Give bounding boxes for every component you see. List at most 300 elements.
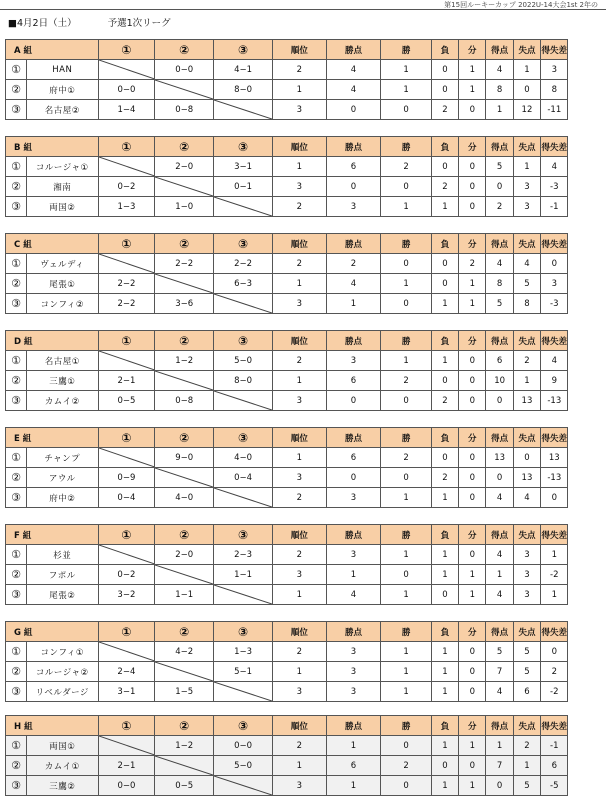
stat-gf: 8 — [486, 274, 513, 294]
column-header-m2: ② — [155, 137, 214, 157]
column-header-gd: 得失差 — [541, 716, 568, 736]
stat-win: 1 — [381, 80, 431, 100]
table-row — [6, 254, 598, 274]
stat-pts: 3 — [326, 662, 381, 682]
table-row — [6, 351, 598, 371]
match-score: 5−0 — [214, 351, 273, 371]
stat-draw: 0 — [459, 100, 486, 120]
table-row — [6, 274, 598, 294]
match-score: 0−4 — [214, 468, 273, 488]
column-header-draw: 分 — [459, 331, 486, 351]
column-header-m1: ① — [98, 331, 155, 351]
stat-draw: 0 — [459, 682, 486, 702]
stat-loss: 1 — [431, 488, 458, 508]
stat-ga: 3 — [513, 545, 540, 565]
stat-win: 1 — [381, 682, 431, 702]
stat-gd: 2 — [541, 662, 568, 682]
stat-win: 1 — [381, 585, 431, 605]
column-header-loss: 負 — [431, 331, 458, 351]
stat-win: 0 — [381, 565, 431, 585]
match-score: 5−0 — [214, 756, 273, 776]
column-header-loss: 負 — [431, 234, 458, 254]
diagonal-slash — [214, 294, 272, 313]
column-header-rank: 順位 — [273, 428, 327, 448]
match-score: 0−0 — [214, 736, 273, 756]
stat-loss: 2 — [431, 391, 458, 411]
column-header-draw: 分 — [459, 137, 486, 157]
table-row — [6, 391, 598, 411]
stat-win: 0 — [381, 294, 431, 314]
column-header-m3: ③ — [214, 716, 273, 736]
team-name: カムイ① — [27, 756, 99, 776]
team-number: ② — [6, 756, 27, 776]
stat-loss: 0 — [431, 585, 458, 605]
diagonal-slash — [155, 371, 213, 390]
group-name: G 組 — [6, 622, 99, 642]
stat-rank: 2 — [273, 488, 327, 508]
stat-draw: 1 — [459, 60, 486, 80]
stat-rank: 2 — [273, 254, 327, 274]
stat-rank: 2 — [273, 351, 327, 371]
column-header-m2: ② — [155, 40, 214, 60]
column-header-draw: 分 — [459, 716, 486, 736]
stat-loss: 0 — [431, 274, 458, 294]
team-name: 三鷹① — [27, 371, 99, 391]
stat-gd: -3 — [541, 294, 568, 314]
stat-gf: 10 — [486, 371, 513, 391]
stat-ga: 13 — [513, 468, 540, 488]
match-score: 0−4 — [98, 488, 155, 508]
match-score: 1−2 — [155, 736, 214, 756]
stat-gf: 7 — [486, 662, 513, 682]
diagonal-slash — [155, 80, 213, 99]
diagonal-slash — [214, 682, 272, 701]
team-name: 両国② — [27, 197, 99, 217]
stat-pts: 1 — [326, 294, 381, 314]
stat-win: 1 — [381, 642, 431, 662]
self-match-cell — [214, 488, 273, 508]
table-row — [6, 60, 598, 80]
stat-ga: 3 — [513, 177, 540, 197]
group-header-row — [6, 331, 598, 351]
stat-gd: -13 — [541, 468, 568, 488]
self-match-cell — [98, 642, 155, 662]
team-number: ② — [6, 662, 27, 682]
stat-rank: 1 — [273, 448, 327, 468]
stat-gf: 4 — [486, 585, 513, 605]
team-number: ③ — [6, 197, 27, 217]
document-title: 第15回ルーキーカップ 2022U-14大会1st 2年の — [444, 1, 598, 9]
team-number: ③ — [6, 100, 27, 120]
stat-win: 0 — [381, 391, 431, 411]
stat-ga: 1 — [513, 60, 540, 80]
stat-win: 1 — [381, 274, 431, 294]
team-name: 尾張① — [27, 274, 99, 294]
stat-ga: 1 — [513, 756, 540, 776]
match-score: 9−0 — [155, 448, 214, 468]
match-score: 1−4 — [98, 100, 155, 120]
column-header-win: 勝 — [381, 428, 431, 448]
team-number: ① — [6, 60, 27, 80]
stat-gd: 4 — [541, 157, 568, 177]
column-header-m1: ① — [98, 622, 155, 642]
self-match-cell — [155, 80, 214, 100]
stat-gf: 7 — [486, 756, 513, 776]
stat-ga: 5 — [513, 274, 540, 294]
match-score: 3−1 — [214, 157, 273, 177]
stat-ga: 4 — [513, 488, 540, 508]
diagonal-slash — [214, 100, 272, 119]
stat-gd: 4 — [541, 351, 568, 371]
stat-pts: 3 — [326, 351, 381, 371]
stat-ga: 1 — [513, 157, 540, 177]
self-match-cell — [98, 254, 155, 274]
stat-gf: 0 — [486, 391, 513, 411]
team-name: 三鷹② — [27, 776, 99, 796]
table-row — [6, 100, 598, 120]
stat-draw: 1 — [459, 274, 486, 294]
column-header-ga: 失点 — [513, 525, 540, 545]
diagonal-slash — [99, 254, 155, 273]
stat-gd: 0 — [541, 642, 568, 662]
match-score: 2−2 — [214, 254, 273, 274]
team-number: ③ — [6, 585, 27, 605]
self-match-cell — [98, 448, 155, 468]
stat-draw: 2 — [459, 254, 486, 274]
team-number: ③ — [6, 682, 27, 702]
column-header-draw: 分 — [459, 428, 486, 448]
column-header-m2: ② — [155, 428, 214, 448]
column-header-rank: 順位 — [273, 525, 327, 545]
column-header-draw: 分 — [459, 622, 486, 642]
stat-gf: 4 — [486, 488, 513, 508]
column-header-ga: 失点 — [513, 137, 540, 157]
column-header-pts: 勝点 — [326, 40, 381, 60]
stat-pts: 6 — [326, 448, 381, 468]
column-header-ga: 失点 — [513, 234, 540, 254]
column-header-gf: 得点 — [486, 331, 513, 351]
match-score: 8−0 — [214, 371, 273, 391]
column-header-loss: 負 — [431, 428, 458, 448]
stat-ga: 13 — [513, 391, 540, 411]
stat-loss: 0 — [431, 371, 458, 391]
column-header-rank: 順位 — [273, 716, 327, 736]
column-header-win: 勝 — [381, 716, 431, 736]
column-header-gf: 得点 — [486, 716, 513, 736]
column-header-rank: 順位 — [273, 40, 327, 60]
match-score: 0−9 — [98, 468, 155, 488]
stat-draw: 1 — [459, 736, 486, 756]
stat-ga: 0 — [513, 80, 540, 100]
column-header-pts: 勝点 — [326, 428, 381, 448]
group-table — [5, 621, 598, 702]
stat-gf: 2 — [486, 197, 513, 217]
column-header-gd: 得失差 — [541, 234, 568, 254]
stat-ga: 8 — [513, 294, 540, 314]
stat-gf: 5 — [486, 294, 513, 314]
group-table — [5, 136, 598, 217]
stat-gf: 6 — [486, 351, 513, 371]
match-score: 1−2 — [155, 351, 214, 371]
stat-draw: 1 — [459, 565, 486, 585]
stat-gd: 3 — [541, 274, 568, 294]
group-name: F 組 — [6, 525, 99, 545]
column-header-gf: 得点 — [486, 137, 513, 157]
group-table — [5, 233, 598, 314]
team-number: ② — [6, 371, 27, 391]
diagonal-slash — [214, 776, 272, 795]
stat-pts: 3 — [326, 545, 381, 565]
stat-pts: 3 — [326, 197, 381, 217]
team-number: ③ — [6, 294, 27, 314]
team-number: ② — [6, 177, 27, 197]
column-header-m2: ② — [155, 716, 214, 736]
match-score: 4−0 — [155, 488, 214, 508]
column-header-loss: 負 — [431, 622, 458, 642]
self-match-cell — [98, 60, 155, 80]
stat-pts: 4 — [326, 274, 381, 294]
group-header-row — [6, 40, 598, 60]
table-row — [6, 197, 598, 217]
stat-pts: 1 — [326, 776, 381, 796]
top-divider — [0, 9, 606, 10]
column-header-loss: 負 — [431, 716, 458, 736]
stat-pts: 0 — [326, 100, 381, 120]
stat-pts: 2 — [326, 254, 381, 274]
stat-win: 1 — [381, 60, 431, 80]
stat-loss: 1 — [431, 545, 458, 565]
stat-draw: 1 — [459, 294, 486, 314]
group-header-row — [6, 428, 598, 448]
team-number: ① — [6, 736, 27, 756]
stat-rank: 1 — [273, 756, 327, 776]
match-score: 1−1 — [155, 585, 214, 605]
column-header-m1: ① — [98, 40, 155, 60]
stat-gf: 1 — [486, 100, 513, 120]
self-match-cell — [214, 100, 273, 120]
diagonal-slash — [99, 157, 155, 176]
stat-rank: 2 — [273, 545, 327, 565]
stat-gf: 5 — [486, 642, 513, 662]
column-header-m3: ③ — [214, 137, 273, 157]
team-number: ① — [6, 254, 27, 274]
stat-gf: 13 — [486, 448, 513, 468]
self-match-cell — [155, 468, 214, 488]
stat-draw: 0 — [459, 545, 486, 565]
team-number: ③ — [6, 488, 27, 508]
stat-gf: 0 — [486, 468, 513, 488]
team-name: HAN — [27, 60, 99, 80]
group-name: D 組 — [6, 331, 99, 351]
table-row — [6, 662, 598, 682]
stat-pts: 3 — [326, 682, 381, 702]
match-score: 8−0 — [214, 80, 273, 100]
column-header-gf: 得点 — [486, 428, 513, 448]
stat-ga: 2 — [513, 351, 540, 371]
column-header-loss: 負 — [431, 40, 458, 60]
group-name: E 組 — [6, 428, 99, 448]
team-number: ② — [6, 80, 27, 100]
stat-gf: 0 — [486, 177, 513, 197]
column-header-pts: 勝点 — [326, 525, 381, 545]
stat-win: 2 — [381, 756, 431, 776]
team-name: コルージャ① — [27, 157, 99, 177]
stat-rank: 1 — [273, 80, 327, 100]
stat-draw: 1 — [459, 80, 486, 100]
diagonal-slash — [155, 662, 213, 681]
team-name: コンフィ① — [27, 642, 99, 662]
diagonal-slash — [214, 391, 272, 410]
column-header-draw: 分 — [459, 40, 486, 60]
stat-win: 0 — [381, 776, 431, 796]
team-name: 名古屋② — [27, 100, 99, 120]
column-header-win: 勝 — [381, 137, 431, 157]
column-header-ga: 失点 — [513, 40, 540, 60]
stat-loss: 0 — [431, 756, 458, 776]
column-header-m3: ③ — [214, 428, 273, 448]
table-row — [6, 736, 598, 756]
stat-gf: 4 — [486, 682, 513, 702]
match-score: 0−2 — [98, 177, 155, 197]
table-row — [6, 488, 598, 508]
diagonal-slash — [99, 60, 155, 79]
diagonal-slash — [99, 448, 155, 467]
team-name: カムイ② — [27, 391, 99, 411]
diagonal-slash — [99, 351, 155, 370]
stat-gd: -2 — [541, 682, 568, 702]
column-header-gd: 得失差 — [541, 622, 568, 642]
group-table — [5, 524, 598, 605]
stat-gf: 5 — [486, 157, 513, 177]
stat-ga: 3 — [513, 585, 540, 605]
match-score: 0−5 — [155, 776, 214, 796]
column-header-ga: 失点 — [513, 331, 540, 351]
stat-loss: 0 — [431, 254, 458, 274]
team-number: ① — [6, 351, 27, 371]
match-score: 2−4 — [98, 662, 155, 682]
stat-gd: -13 — [541, 391, 568, 411]
match-score: 0−8 — [155, 391, 214, 411]
column-header-ga: 失点 — [513, 622, 540, 642]
stat-loss: 1 — [431, 682, 458, 702]
column-header-m1: ① — [98, 234, 155, 254]
stat-rank: 3 — [273, 391, 327, 411]
stat-pts: 4 — [326, 60, 381, 80]
match-score: 1−3 — [214, 642, 273, 662]
stat-draw: 0 — [459, 642, 486, 662]
column-header-pts: 勝点 — [326, 137, 381, 157]
stat-gf: 0 — [486, 776, 513, 796]
team-number: ② — [6, 565, 27, 585]
stat-rank: 3 — [273, 682, 327, 702]
column-header-m3: ③ — [214, 622, 273, 642]
column-header-loss: 負 — [431, 137, 458, 157]
team-name: 府中② — [27, 488, 99, 508]
league-title: 予選1次リーグ — [107, 18, 171, 29]
self-match-cell — [155, 371, 214, 391]
stat-ga: 5 — [513, 642, 540, 662]
match-score: 0−5 — [98, 391, 155, 411]
diagonal-slash — [214, 197, 272, 216]
table-row — [6, 756, 598, 776]
column-header-gd: 得失差 — [541, 137, 568, 157]
column-header-gf: 得点 — [486, 234, 513, 254]
group-header-row — [6, 716, 598, 736]
match-score: 3−6 — [155, 294, 214, 314]
stat-loss: 0 — [431, 60, 458, 80]
table-row — [6, 177, 598, 197]
stat-rank: 1 — [273, 371, 327, 391]
diagonal-slash — [99, 545, 155, 564]
stat-rank: 2 — [273, 197, 327, 217]
stat-draw: 0 — [459, 351, 486, 371]
stat-draw: 0 — [459, 157, 486, 177]
team-number: ② — [6, 274, 27, 294]
stat-draw: 0 — [459, 371, 486, 391]
self-match-cell — [214, 197, 273, 217]
stat-ga: 4 — [513, 254, 540, 274]
stat-rank: 2 — [273, 642, 327, 662]
team-name: フポル — [27, 565, 99, 585]
self-match-cell — [98, 157, 155, 177]
column-header-m1: ① — [98, 716, 155, 736]
team-number: ① — [6, 642, 27, 662]
column-header-win: 勝 — [381, 234, 431, 254]
stat-rank: 1 — [273, 157, 327, 177]
column-header-pts: 勝点 — [326, 716, 381, 736]
group-table — [5, 39, 598, 120]
match-score: 2−2 — [98, 274, 155, 294]
match-score: 0−8 — [155, 100, 214, 120]
self-match-cell — [155, 274, 214, 294]
match-score: 2−0 — [155, 545, 214, 565]
stat-win: 1 — [381, 545, 431, 565]
table-row — [6, 565, 598, 585]
column-header-draw: 分 — [459, 234, 486, 254]
stat-loss: 1 — [431, 642, 458, 662]
column-header-pts: 勝点 — [326, 331, 381, 351]
match-score: 1−5 — [155, 682, 214, 702]
team-name: 両国① — [27, 736, 99, 756]
stat-pts: 0 — [326, 391, 381, 411]
stat-ga: 2 — [513, 736, 540, 756]
stat-gd: -5 — [541, 776, 568, 796]
group-name: C 組 — [6, 234, 99, 254]
column-header-win: 勝 — [381, 525, 431, 545]
self-match-cell — [214, 776, 273, 796]
stat-gd: 6 — [541, 756, 568, 776]
stat-ga: 12 — [513, 100, 540, 120]
group-header-row — [6, 234, 598, 254]
stat-win: 2 — [381, 448, 431, 468]
self-match-cell — [155, 756, 214, 776]
stat-pts: 4 — [326, 585, 381, 605]
diagonal-slash — [99, 642, 155, 661]
match-score: 2−2 — [155, 254, 214, 274]
group-table — [5, 330, 598, 411]
team-name: リベルダージ — [27, 682, 99, 702]
stat-draw: 0 — [459, 448, 486, 468]
stat-ga: 1 — [513, 371, 540, 391]
match-score: 2−0 — [155, 157, 214, 177]
team-number: ③ — [6, 776, 27, 796]
stat-rank: 3 — [273, 468, 327, 488]
team-name: コルージャ② — [27, 662, 99, 682]
column-header-win: 勝 — [381, 622, 431, 642]
team-name: アウル — [27, 468, 99, 488]
stat-draw: 1 — [459, 585, 486, 605]
column-header-gf: 得点 — [486, 525, 513, 545]
